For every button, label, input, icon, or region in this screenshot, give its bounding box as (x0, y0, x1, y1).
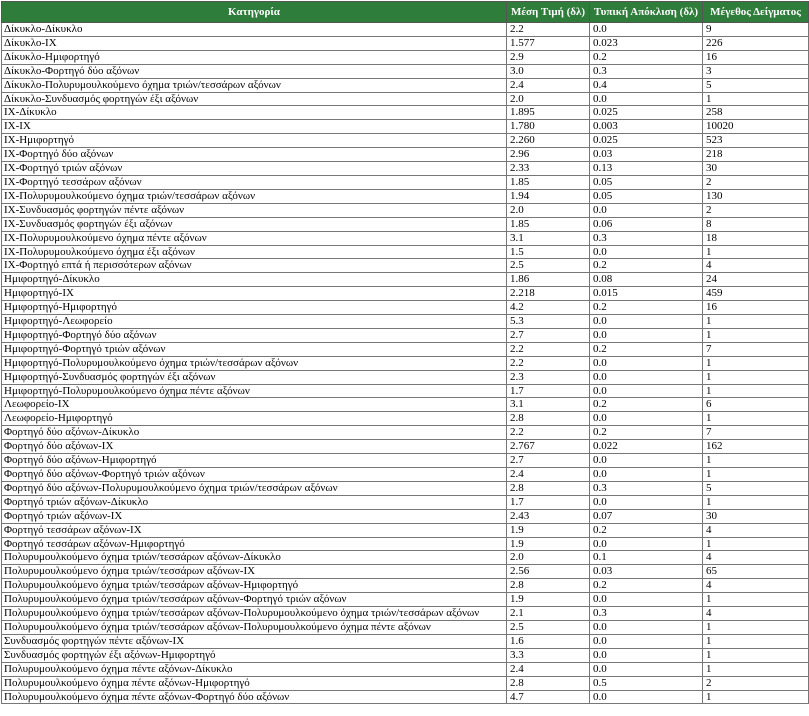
std-dev-cell: 0.07 (590, 509, 703, 523)
mean-cell: 1.577 (507, 36, 590, 50)
table-row (2, 579, 809, 593)
sample-size-cell: 1 (703, 690, 809, 704)
sample-size-cell: 4 (703, 551, 809, 565)
mean-cell: 3.3 (507, 648, 590, 662)
category-cell: Φορτηγό δύο αξόνων-IX (2, 440, 507, 454)
table-row (2, 662, 809, 676)
category-cell: Πολυρυμουλκούμενο όχημα τριών/τεσσάρων αξόνων-IX (2, 565, 507, 579)
table-row (2, 384, 809, 398)
table-row (2, 106, 809, 120)
category-cell: Ημιφορτηγό-Δίκυκλο (2, 273, 507, 287)
std-dev-cell: 0.0 (590, 620, 703, 634)
table-row (2, 537, 809, 551)
std-dev-cell: 0.0 (590, 412, 703, 426)
sample-size-cell: 258 (703, 106, 809, 120)
category-cell: Φορτηγό δύο αξόνων-Ημιφορτηγό (2, 454, 507, 468)
mean-cell: 3.0 (507, 64, 590, 78)
category-cell: Πολυρυμουλκούμενο όχημα τριών/τεσσάρων αξόνων-Ημιφορτηγό (2, 579, 507, 593)
table-row (2, 23, 809, 37)
sample-size-cell: 1 (703, 662, 809, 676)
sample-size-cell: 1 (703, 468, 809, 482)
mean-cell: 1.7 (507, 384, 590, 398)
header-sample-size: Μέγεθος Δείγματος (703, 2, 809, 23)
category-cell: Δίκυκλο-Δίκυκλο (2, 23, 507, 37)
std-dev-cell: 0.08 (590, 273, 703, 287)
std-dev-cell: 0.0 (590, 468, 703, 482)
table-row (2, 162, 809, 176)
std-dev-cell: 0.0 (590, 203, 703, 217)
mean-cell: 2.33 (507, 162, 590, 176)
category-cell: IX-Συνδυασμός φορτηγών έξι αξόνων (2, 217, 507, 231)
category-cell: Ημιφορτηγό-Συνδυασμός φορτηγών έξι αξόνων (2, 370, 507, 384)
std-dev-cell: 0.3 (590, 231, 703, 245)
std-dev-cell: 0.3 (590, 481, 703, 495)
mean-cell: 2.96 (507, 148, 590, 162)
table-row (2, 607, 809, 621)
table-row (2, 203, 809, 217)
sample-size-cell: 5 (703, 481, 809, 495)
table-row (2, 370, 809, 384)
sample-size-cell: 4 (703, 607, 809, 621)
mean-cell: 2.0 (507, 92, 590, 106)
table-row (2, 454, 809, 468)
sample-size-cell: 1 (703, 384, 809, 398)
mean-cell: 3.1 (507, 231, 590, 245)
table-row (2, 634, 809, 648)
header-category: Κατηγορία (2, 2, 507, 23)
std-dev-cell: 0.03 (590, 565, 703, 579)
category-cell: Συνδυασμός φορτηγών έξι αξόνων-Ημιφορτηγό (2, 648, 507, 662)
category-cell: Δίκυκλο-Συνδυασμός φορτηγών έξι αξόνων (2, 92, 507, 106)
mean-cell: 5.3 (507, 315, 590, 329)
mean-cell: 1.780 (507, 120, 590, 134)
category-cell: IX-Ημιφορτηγό (2, 134, 507, 148)
mean-cell: 2.2 (507, 342, 590, 356)
table-row (2, 412, 809, 426)
mean-cell: 1.9 (507, 593, 590, 607)
sample-size-cell: 1 (703, 315, 809, 329)
mean-cell: 1.6 (507, 634, 590, 648)
table-row (2, 273, 809, 287)
std-dev-cell: 0.2 (590, 342, 703, 356)
category-cell: Λεωφορείο-IX (2, 398, 507, 412)
table-row (2, 328, 809, 342)
std-dev-cell: 0.5 (590, 676, 703, 690)
mean-cell: 2.1 (507, 607, 590, 621)
sample-size-cell: 226 (703, 36, 809, 50)
sample-size-cell: 4 (703, 259, 809, 273)
category-cell: Πολυρυμουλκούμενο όχημα τριών/τεσσάρων αξόνων-Φορτηγό τριών αξόνων (2, 593, 507, 607)
mean-cell: 1.94 (507, 189, 590, 203)
table-row (2, 36, 809, 50)
sample-size-cell: 1 (703, 454, 809, 468)
table-row (2, 315, 809, 329)
header-std-dev: Τυπική Απόκλιση (δλ) (590, 2, 703, 23)
category-cell: Ημιφορτηγό-Πολυρυμουλκούμενο όχημα πέντε αξόνων (2, 384, 507, 398)
category-cell: IX-Φορτηγό δύο αξόνων (2, 148, 507, 162)
category-cell: IX-Φορτηγό τεσσάρων αξόνων (2, 175, 507, 189)
table-row (2, 245, 809, 259)
std-dev-cell: 0.1 (590, 551, 703, 565)
category-cell: Φορτηγό τεσσάρων αξόνων-IX (2, 523, 507, 537)
sample-size-cell: 1 (703, 245, 809, 259)
sample-size-cell: 1 (703, 495, 809, 509)
std-dev-cell: 0.025 (590, 106, 703, 120)
sample-size-cell: 162 (703, 440, 809, 454)
mean-cell: 2.4 (507, 78, 590, 92)
std-dev-cell: 0.13 (590, 162, 703, 176)
mean-cell: 1.895 (507, 106, 590, 120)
mean-cell: 1.9 (507, 537, 590, 551)
sample-size-cell: 1 (703, 412, 809, 426)
sample-size-cell: 1 (703, 370, 809, 384)
sample-size-cell: 1 (703, 648, 809, 662)
mean-cell: 1.86 (507, 273, 590, 287)
category-cell: IX-Δίκυκλο (2, 106, 507, 120)
std-dev-cell: 0.0 (590, 634, 703, 648)
category-cell: IX-Συνδυασμός φορτηγών πέντε αξόνων (2, 203, 507, 217)
category-cell: Φορτηγό τεσσάρων αξόνων-Ημιφορτηγό (2, 537, 507, 551)
table-row (2, 356, 809, 370)
table-row (2, 648, 809, 662)
std-dev-cell: 0.2 (590, 426, 703, 440)
category-cell: Ημιφορτηγό-Φορτηγό δύο αξόνων (2, 328, 507, 342)
table-row (2, 189, 809, 203)
category-cell: Φορτηγό δύο αξόνων-Δίκυκλο (2, 426, 507, 440)
mean-cell: 2.218 (507, 287, 590, 301)
table-row (2, 481, 809, 495)
std-dev-cell: 0.0 (590, 245, 703, 259)
sample-size-cell: 1 (703, 356, 809, 370)
sample-size-cell: 1 (703, 537, 809, 551)
sample-size-cell: 2 (703, 175, 809, 189)
std-dev-cell: 0.022 (590, 440, 703, 454)
mean-cell: 2.2 (507, 356, 590, 370)
sample-size-cell: 3 (703, 64, 809, 78)
std-dev-cell: 0.0 (590, 648, 703, 662)
table-row (2, 175, 809, 189)
category-cell: Πολυρυμουλκούμενο όχημα τριών/τεσσάρων αξόνων-Πολυρυμουλκούμενο όχημα πέντε αξόνων (2, 620, 507, 634)
category-cell: Φορτηγό δύο αξόνων-Πολυρυμουλκούμενο όχημα τριών/τεσσάρων αξόνων (2, 481, 507, 495)
table-row (2, 64, 809, 78)
mean-cell: 4.7 (507, 690, 590, 704)
category-cell: Πολυρυμουλκούμενο όχημα τριών/τεσσάρων αξόνων-Πολυρυμουλκούμενο όχημα τριών/τεσσάρων αξόνων (2, 607, 507, 621)
header-mean: Μέση Τιμή (δλ) (507, 2, 590, 23)
table-row (2, 301, 809, 315)
mean-cell: 2.767 (507, 440, 590, 454)
sample-size-cell: 65 (703, 565, 809, 579)
table-row (2, 509, 809, 523)
table-row (2, 523, 809, 537)
mean-cell: 2.260 (507, 134, 590, 148)
category-cell: Δίκυκλο-Ημιφορτηγό (2, 50, 507, 64)
sample-size-cell: 1 (703, 593, 809, 607)
table-row (2, 690, 809, 704)
mean-cell: 2.43 (507, 509, 590, 523)
category-cell: Ημιφορτηγό-IX (2, 287, 507, 301)
sample-size-cell: 2 (703, 203, 809, 217)
std-dev-cell: 0.0 (590, 690, 703, 704)
sample-size-cell: 30 (703, 162, 809, 176)
sample-size-cell: 16 (703, 301, 809, 315)
table-row (2, 593, 809, 607)
category-cell: Φορτηγό δύο αξόνων-Φορτηγό τριών αξόνων (2, 468, 507, 482)
mean-cell: 2.5 (507, 259, 590, 273)
sample-size-cell: 24 (703, 273, 809, 287)
table-row (2, 78, 809, 92)
sample-size-cell: 6 (703, 398, 809, 412)
std-dev-cell: 0.0 (590, 593, 703, 607)
std-dev-cell: 0.0 (590, 356, 703, 370)
mean-cell: 2.8 (507, 412, 590, 426)
sample-size-cell: 16 (703, 50, 809, 64)
category-cell: Λεωφορείο-Ημιφορτηγό (2, 412, 507, 426)
category-cell: Ημιφορτηγό-Φορτηγό τριών αξόνων (2, 342, 507, 356)
table-row (2, 398, 809, 412)
mean-cell: 2.8 (507, 481, 590, 495)
category-cell: Πολυρυμουλκούμενο όχημα τριών/τεσσάρων αξόνων-Δίκυκλο (2, 551, 507, 565)
category-cell: Ημιφορτηγό-Πολυρυμουλκούμενο όχημα τριών/τεσσάρων αξόνων (2, 356, 507, 370)
category-cell: IX-Πολυρυμουλκούμενο όχημα τριών/τεσσάρων αξόνων (2, 189, 507, 203)
sample-size-cell: 523 (703, 134, 809, 148)
category-cell: IX-Πολυρυμουλκούμενο όχημα έξι αξόνων (2, 245, 507, 259)
std-dev-cell: 0.2 (590, 579, 703, 593)
table-row (2, 551, 809, 565)
category-cell: IX-IX (2, 120, 507, 134)
std-dev-cell: 0.03 (590, 148, 703, 162)
std-dev-cell: 0.025 (590, 134, 703, 148)
sample-size-cell: 1 (703, 620, 809, 634)
mean-cell: 2.3 (507, 370, 590, 384)
category-cell: Πολυρυμουλκούμενο όχημα πέντε αξόνων-Φορτηγό δύο αξόνων (2, 690, 507, 704)
table-row (2, 440, 809, 454)
std-dev-cell: 0.3 (590, 607, 703, 621)
header-row (2, 2, 809, 23)
category-cell: Δίκυκλο-Φορτηγό δύο αξόνων (2, 64, 507, 78)
mean-cell: 2.5 (507, 620, 590, 634)
table-row (2, 565, 809, 579)
sample-size-cell: 7 (703, 342, 809, 356)
mean-cell: 1.9 (507, 523, 590, 537)
std-dev-cell: 0.2 (590, 50, 703, 64)
table-header (2, 2, 809, 23)
table-body (2, 23, 809, 704)
mean-cell: 2.4 (507, 468, 590, 482)
category-cell: Δίκυκλο-Πολυρυμουλκούμενο όχημα τριών/τεσσάρων αξόνων (2, 78, 507, 92)
mean-cell: 2.7 (507, 454, 590, 468)
mean-cell: 2.9 (507, 50, 590, 64)
table-row (2, 217, 809, 231)
sample-size-cell: 1 (703, 92, 809, 106)
category-cell: Πολυρυμουλκούμενο όχημα πέντε αξόνων-Ημιφορτηγό (2, 676, 507, 690)
mean-cell: 2.56 (507, 565, 590, 579)
table-row (2, 676, 809, 690)
std-dev-cell: 0.2 (590, 523, 703, 537)
std-dev-cell: 0.0 (590, 454, 703, 468)
sample-size-cell: 459 (703, 287, 809, 301)
table-row (2, 426, 809, 440)
category-cell: IX-Φορτηγό επτά ή περισσότερων αξόνων (2, 259, 507, 273)
category-cell: Συνδυασμός φορτηγών πέντε αξόνων-IX (2, 634, 507, 648)
table-row (2, 495, 809, 509)
mean-cell: 1.85 (507, 175, 590, 189)
std-dev-cell: 0.0 (590, 537, 703, 551)
table-row (2, 468, 809, 482)
category-cell: Ημιφορτηγό-Λεωφορείο (2, 315, 507, 329)
std-dev-cell: 0.015 (590, 287, 703, 301)
mean-cell: 1.5 (507, 245, 590, 259)
sample-size-cell: 30 (703, 509, 809, 523)
table-row (2, 134, 809, 148)
mean-cell: 2.2 (507, 426, 590, 440)
category-cell: Ημιφορτηγό-Ημιφορτηγό (2, 301, 507, 315)
mean-cell: 1.7 (507, 495, 590, 509)
std-dev-cell: 0.05 (590, 175, 703, 189)
table-row (2, 120, 809, 134)
sample-size-cell: 5 (703, 78, 809, 92)
std-dev-cell: 0.003 (590, 120, 703, 134)
std-dev-cell: 0.3 (590, 64, 703, 78)
mean-cell: 4.2 (507, 301, 590, 315)
sample-size-cell: 1 (703, 328, 809, 342)
category-cell: Δίκυκλο-IX (2, 36, 507, 50)
table-row (2, 50, 809, 64)
sample-size-cell: 218 (703, 148, 809, 162)
table-row (2, 287, 809, 301)
sample-size-cell: 130 (703, 189, 809, 203)
category-cell: IX-Φορτηγό τριών αξόνων (2, 162, 507, 176)
data-table (1, 1, 809, 704)
sample-size-cell: 4 (703, 523, 809, 537)
sample-size-cell: 4 (703, 579, 809, 593)
mean-cell: 1.85 (507, 217, 590, 231)
std-dev-cell: 0.0 (590, 370, 703, 384)
table-row (2, 342, 809, 356)
mean-cell: 2.7 (507, 328, 590, 342)
sample-size-cell: 8 (703, 217, 809, 231)
std-dev-cell: 0.0 (590, 315, 703, 329)
table-row (2, 231, 809, 245)
mean-cell: 2.4 (507, 662, 590, 676)
table-row (2, 620, 809, 634)
table-row (2, 92, 809, 106)
mean-cell: 2.0 (507, 551, 590, 565)
sample-size-cell: 10020 (703, 120, 809, 134)
std-dev-cell: 0.06 (590, 217, 703, 231)
mean-cell: 2.0 (507, 203, 590, 217)
std-dev-cell: 0.4 (590, 78, 703, 92)
sample-size-cell: 9 (703, 23, 809, 37)
sample-size-cell: 7 (703, 426, 809, 440)
mean-cell: 3.1 (507, 398, 590, 412)
table-row (2, 148, 809, 162)
std-dev-cell: 0.0 (590, 328, 703, 342)
std-dev-cell: 0.2 (590, 398, 703, 412)
std-dev-cell: 0.2 (590, 301, 703, 315)
std-dev-cell: 0.2 (590, 259, 703, 273)
std-dev-cell: 0.023 (590, 36, 703, 50)
std-dev-cell: 0.0 (590, 495, 703, 509)
sample-size-cell: 2 (703, 676, 809, 690)
table-row (2, 259, 809, 273)
std-dev-cell: 0.0 (590, 23, 703, 37)
category-cell: Φορτηγό τριών αξόνων-IX (2, 509, 507, 523)
std-dev-cell: 0.0 (590, 92, 703, 106)
mean-cell: 2.8 (507, 676, 590, 690)
sample-size-cell: 1 (703, 634, 809, 648)
category-cell: Φορτηγό τριών αξόνων-Δίκυκλο (2, 495, 507, 509)
mean-cell: 2.8 (507, 579, 590, 593)
mean-cell: 2.2 (507, 23, 590, 37)
std-dev-cell: 0.0 (590, 384, 703, 398)
category-cell: IX-Πολυρυμουλκούμενο όχημα πέντε αξόνων (2, 231, 507, 245)
std-dev-cell: 0.05 (590, 189, 703, 203)
category-cell: Πολυρυμουλκούμενο όχημα πέντε αξόνων-Δίκυκλο (2, 662, 507, 676)
sample-size-cell: 18 (703, 231, 809, 245)
std-dev-cell: 0.0 (590, 662, 703, 676)
